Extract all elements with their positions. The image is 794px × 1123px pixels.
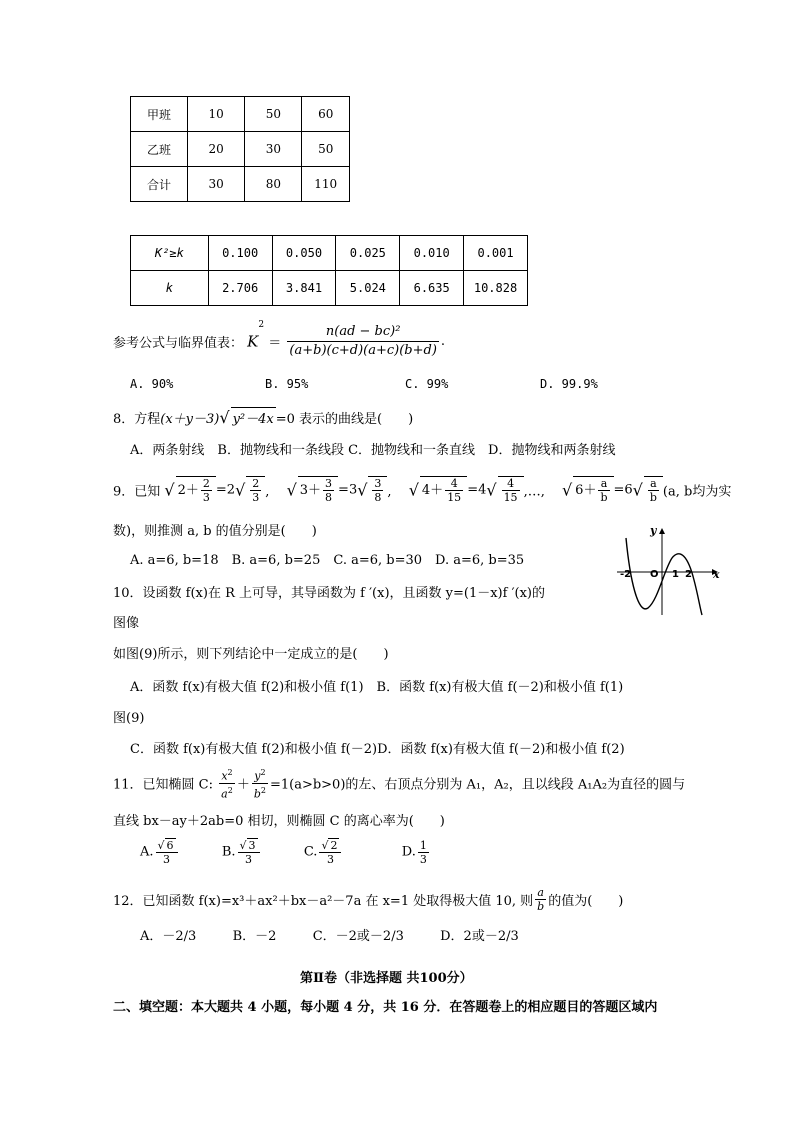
formula-line: 参考公式与临界值表： $K^2$ ＝ $\frac{\text{n(ad − bc)²}}{(a+b)(c+d)(a+c)(b+d)}$ . xyxy=(113,320,446,358)
q9-tail: (a, b均为实 xyxy=(662,484,732,500)
table-cell: 5.024 xyxy=(336,271,400,306)
q7-option-c: C. 99% xyxy=(405,377,449,391)
q12-option-d: D．2或－2/3 xyxy=(440,929,519,944)
table-cell: 0.100 xyxy=(208,236,272,271)
table-cell: 50 xyxy=(302,132,350,167)
table-cell: 6.635 xyxy=(400,271,464,306)
section2-title: 第Ⅱ卷（非选择题 共100分） xyxy=(300,971,473,986)
q11-line1: 11．已知椭圆 C: $\frac{x^2}{a^2}$ ＋ $\frac{y^2}{b^2}$ =1(a>b>0)的左、右顶点分别为 A₁，A₂，且以线段 A₁A₂为直径的圆与 xyxy=(113,768,686,801)
table-cell: 0.010 xyxy=(400,236,464,271)
critical-value-table xyxy=(130,235,528,306)
q10-line2: 如图(9)所示，则下列结论中一定成立的是( ) xyxy=(113,647,389,662)
q8-stem-d: =0 表示的曲线是( ) xyxy=(275,412,414,427)
table-cell: 50 xyxy=(245,97,302,132)
graph-tick-2: 2 xyxy=(685,569,692,580)
table-cell: 合计 xyxy=(131,167,188,202)
table-cell: 10.828 xyxy=(464,271,528,306)
q12-stem: 12．已知函数 f(x)=x³＋ax²＋bx－a²－7a 在 x=1 处取得极大值 10, 则 $\frac{a}{b}$ 的值为( ) xyxy=(113,886,624,913)
q12-option-a: A．－2/3 xyxy=(140,929,197,944)
q11-option-a-label: A. xyxy=(140,844,154,860)
graph-tick-neg2: -2 xyxy=(620,569,632,580)
q11-line1b: =1(a>b>0)的左、右顶点分别为 A₁，A₂，且以线段 A₁A₂为直径的圆与 xyxy=(269,777,686,793)
graph-tick-origin: O xyxy=(650,569,659,580)
contingency-table xyxy=(130,96,350,202)
table-cell: 80 xyxy=(245,167,302,202)
table-row xyxy=(131,167,350,202)
q12-stem-b: 的值为( ) xyxy=(548,894,624,909)
q9-line2: 数)，则推测 a, b 的值分别是( ) xyxy=(113,524,317,539)
q12-option-c: C．－2或－2/3 xyxy=(312,929,404,944)
q11-option-b-label: B. xyxy=(221,844,236,860)
q11-line1a: 11．已知椭圆 C: xyxy=(113,777,214,793)
table-cell: 3.841 xyxy=(272,271,336,306)
q10-fig-caption: 图(9) xyxy=(113,711,145,726)
table-cell: 60 xyxy=(302,97,350,132)
q9-options: A. a=6, b=18 B. a=6, b=25 C. a=6, b=30 D. a=6, b=35 xyxy=(130,553,525,568)
q10-line1: 10．设函数 f(x)在 R 上可导，其导函数为 f ′(x)，且函数 y=(1－x)f ′(x)的 xyxy=(113,586,546,601)
q10-option-ab: A．函数 f(x)有极大值 f(2)和极小值 f(1) B．函数 f(x)有极大值 f(－2)和极小值 f(1) xyxy=(130,680,624,695)
table-cell: 0.050 xyxy=(272,236,336,271)
table-cell: 0.001 xyxy=(464,236,528,271)
table-cell: 甲班 xyxy=(131,97,188,132)
q7-option-d: D. 99.9% xyxy=(540,377,598,391)
q10-option-cd: C．函数 f(x)有极大值 f(2)和极小值 f(－2)D．函数 f(x)有极大值 f(－2)和极小值 f(2) xyxy=(130,742,625,757)
q11-options: A. $\frac{√ 6}{3}$ B. $\frac{√ 3}{3}$ C. $\frac{√ 2}{3}$ D. $\frac{1}{3}$ xyxy=(140,838,427,866)
q8-stem-b: (x＋y－3) xyxy=(160,412,220,427)
q8-stem: 8．方程(x＋y－3)√ y²－4x =0 表示的曲线是( ) xyxy=(113,408,414,427)
q11-option-d-label: D. xyxy=(401,844,416,860)
formula-lhs: K xyxy=(247,332,259,351)
table-cell: 20 xyxy=(188,132,245,167)
q9-stem: 9．已知 √ 2＋ $\frac{2}{3}$ =2√ $\frac{2}{3}$ , √ 3＋ $\frac{3}{8}$ =3√ $\frac{3}{8}$ , √ 4＋ $\frac{4}{15}$ =4√ $\frac{4}{15}$ ,…, √ 6＋ $\frac{a}{b}$ =6√ $\frac{a}{b}$ (a, b均为实 xyxy=(113,477,732,504)
table-row xyxy=(131,271,528,306)
table-row xyxy=(131,236,528,271)
q12-option-b: B．－2 xyxy=(232,929,277,944)
table-cell: 110 xyxy=(302,167,350,202)
q10-line1b: 图像 xyxy=(113,616,140,631)
q9-stem-label: 9．已知 xyxy=(113,484,161,500)
q11-option-c-label: C. xyxy=(303,844,318,860)
table-cell: 30 xyxy=(245,132,302,167)
formula-fraction xyxy=(287,323,439,360)
q10-graph xyxy=(612,520,724,620)
formula-label: 参考公式与临界值表： xyxy=(113,336,244,351)
section2-instructions: 二、填空题：本大题共 4 小题，每小题 4 分，共 16 分．在答题卷上的相应题目的答题区域内 xyxy=(113,1000,658,1015)
q12-options xyxy=(140,925,519,944)
table-row xyxy=(131,132,350,167)
table-cell: 乙班 xyxy=(131,132,188,167)
q7-option-b: B. 95% xyxy=(265,377,309,391)
graph-y-label: y xyxy=(650,524,657,537)
graph-tick-1: 1 xyxy=(672,569,679,580)
q8-radicand: y²－4x xyxy=(232,412,274,427)
table-cell: 2.706 xyxy=(208,271,272,306)
table-cell: 0.025 xyxy=(336,236,400,271)
q8-stem-a: 8．方程 xyxy=(113,412,161,427)
q11-line2: 直线 bx－ay＋2ab=0 相切，则椭圆 C 的离心率为( ) xyxy=(113,814,445,829)
table-row xyxy=(131,97,350,132)
q8-options: A．两条射线 B．抛物线和一条线段 C．抛物线和一条直线 D．抛物线和两条射线 xyxy=(130,443,616,458)
graph-x-label: x xyxy=(713,568,720,581)
table-cell: 30 xyxy=(188,167,245,202)
formula-numerator: n(ad − bc)² xyxy=(287,323,439,342)
q12-stem-a: 12．已知函数 f(x)=x³＋ax²＋bx－a²－7a 在 x=1 处取得极大值 10, 则 xyxy=(113,894,534,909)
table-cell: k xyxy=(131,271,209,306)
formula-denominator: (a+b)(c+d)(a+c)(b+d) xyxy=(289,343,437,358)
q7-option-a: A. 90% xyxy=(130,377,174,391)
table-cell: K²≥k xyxy=(131,236,209,271)
table-cell: 10 xyxy=(188,97,245,132)
